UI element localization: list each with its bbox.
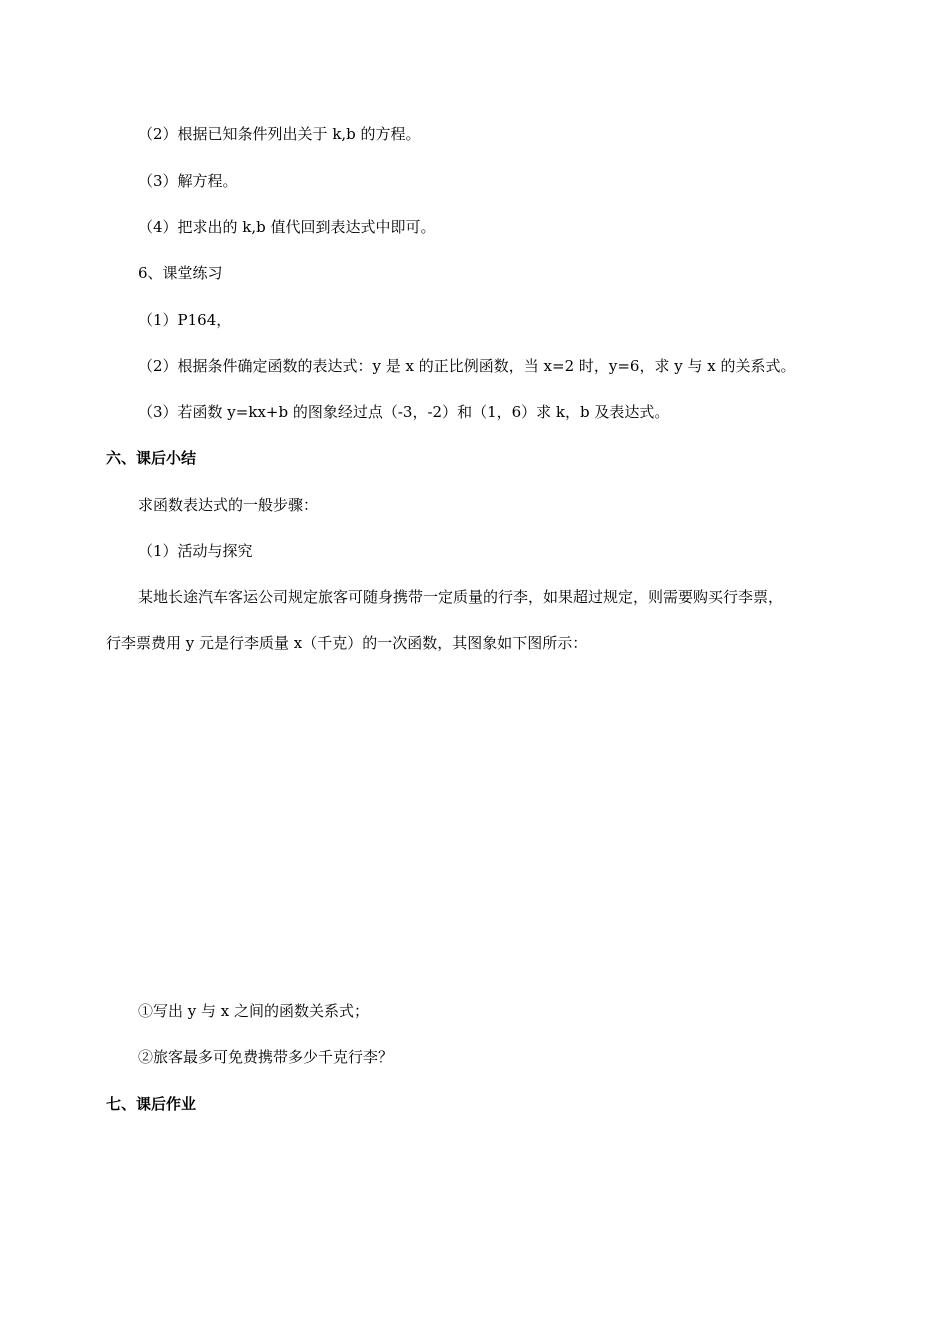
- question-2: ②旅客最多可免费携带多少千克行李？: [138, 1048, 394, 1066]
- step-4-text: （4）把求出的 k,b 值代回到表达式中即可。: [138, 218, 436, 236]
- question-1: ①写出 y 与 x 之间的函数关系式；: [138, 1002, 370, 1020]
- problem-line-1: 某地长途汽车客运公司规定旅客可随身携带一定质量的行李，如果超过规定，则需要购买行李票，: [138, 588, 784, 606]
- practice-item-1: （1）P164，: [138, 311, 232, 329]
- figure-placeholder: [106, 668, 844, 978]
- practice-item-2: （2）根据条件确定函数的表达式：y 是 x 的正比例函数，当 x=2 时，y=6，求 y 与 x 的关系式。: [138, 357, 796, 375]
- activity-heading: （1）活动与探究: [138, 542, 253, 560]
- section-7-heading: 七、课后作业: [106, 1095, 197, 1113]
- step-3-text: （3）解方程。: [138, 172, 238, 190]
- step-2-text: （2）根据已知条件列出关于 k,b 的方程。: [138, 125, 421, 143]
- practice-heading: 6、课堂练习: [138, 264, 223, 282]
- practice-item-3: （3）若函数 y=kx+b 的图象经过点（-3，-2）和（1，6）求 k，b 及表达式。: [138, 403, 670, 421]
- section-6-heading: 六、课后小结: [106, 449, 197, 467]
- problem-line-2: 行李票费用 y 元是行李质量 x（千克）的一次函数，其图象如下图所示：: [106, 634, 588, 652]
- summary-intro: 求函数表达式的一般步骤：: [138, 496, 319, 514]
